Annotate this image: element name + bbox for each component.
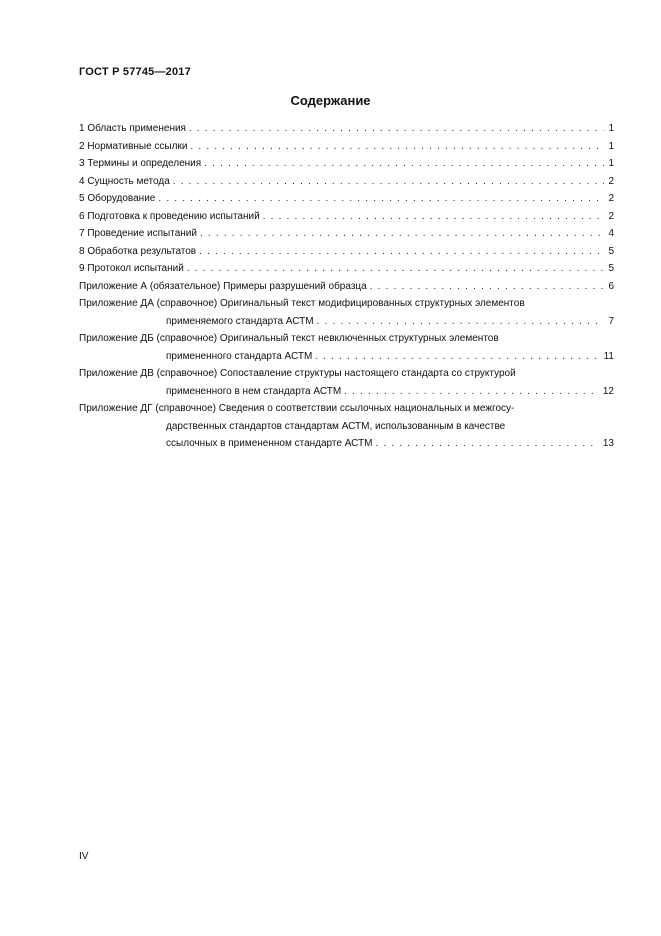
toc-entry-page: 2: [608, 175, 614, 187]
toc-appendix-entry[interactable]: [79, 365, 614, 400]
leader-dots: [204, 155, 604, 173]
toc-entry-page: 6: [608, 280, 614, 292]
appendix-title: Приложение ДА (справочное) Оригинальный текст модифицированных структурных элементов: [79, 298, 525, 309]
leader-dots: [315, 348, 599, 366]
leader-dots: [200, 225, 604, 243]
appendix-continuation: ссылочных в примененном стандарте АСТМ: [166, 438, 373, 449]
appendix-last-line: [79, 348, 614, 366]
toc-appendix-entry[interactable]: [79, 330, 614, 365]
leader-dots: [263, 208, 605, 226]
toc-entry-page: 2: [608, 210, 614, 222]
toc-entry[interactable]: [79, 278, 614, 296]
toc-entry-page: 2: [608, 193, 614, 204]
toc-entry-page: 7: [608, 315, 614, 327]
appendix-title: Приложение ДБ (справочное) Оригинальный текст невключенных структурных элементов: [79, 333, 499, 344]
leader-dots: [173, 173, 605, 191]
toc-entry[interactable]: [79, 120, 614, 138]
toc-entry-page: 5: [608, 245, 614, 257]
toc-entry-label: 2 Нормативные ссылки: [79, 140, 188, 152]
toc-entry-label: 6 Подготовка к проведению испытаний: [79, 210, 260, 222]
leader-dots: [344, 383, 599, 401]
toc-entry-page: 4: [608, 228, 614, 239]
toc-entry-label: 1 Область применения: [79, 123, 186, 134]
toc-entry-page: 5: [608, 263, 614, 274]
toc-entry-label: Приложение А (обязательное) Примеры разрушений образца: [79, 280, 367, 292]
toc-entry-label: 3 Термины и определения: [79, 158, 202, 169]
leader-dots: [187, 260, 605, 278]
toc-entry[interactable]: [79, 155, 614, 173]
leader-dots: [189, 120, 604, 138]
toc-entry-page: 1: [608, 140, 614, 152]
document-header: ГОСТ Р 57745—2017: [79, 66, 191, 78]
toc-entry-label: 4 Сущность метода: [79, 175, 170, 187]
toc-entry-page: 11: [603, 350, 614, 362]
appendix-title: Приложение ДГ (справочное) Сведения о соответствии ссылочных национальных и межгосу-: [79, 403, 515, 414]
toc-entry-label: 9 Протокол испытаний: [79, 263, 184, 274]
appendix-continuation: применяемого стандарта АСТМ: [166, 315, 314, 327]
appendix-continuation: примененного стандарта АСТМ: [166, 350, 313, 362]
appendix-last-line: [79, 313, 614, 331]
toc-entry[interactable]: [79, 243, 614, 261]
appendix-continuation: примененного в нем стандарта АСТМ: [166, 385, 342, 397]
leader-dots: [199, 243, 604, 261]
toc-entry-page: 13: [602, 438, 614, 449]
toc-appendix-entry[interactable]: [79, 400, 614, 453]
toc-entry-page: 1: [608, 123, 614, 134]
leader-dots: [190, 138, 604, 156]
toc-entry-label: 7 Проведение испытаний: [79, 228, 197, 239]
toc-entry-label: 5 Оборудование: [79, 193, 156, 204]
toc-entry[interactable]: [79, 208, 614, 226]
toc-entry[interactable]: [79, 173, 614, 191]
appendix-last-line: [79, 383, 614, 401]
toc-entry[interactable]: [79, 138, 614, 156]
appendix-last-line: [79, 435, 614, 453]
toc-entry-label: 8 Обработка результатов: [79, 245, 197, 257]
toc-entry[interactable]: [79, 190, 614, 208]
leader-dots: [317, 313, 605, 331]
page-number: IV: [79, 851, 89, 862]
toc-entry-page: 12: [602, 385, 614, 397]
page-title: Содержание: [290, 93, 371, 108]
leader-dots: [158, 190, 604, 208]
table-of-contents: [79, 120, 614, 453]
toc-entry-page: 1: [608, 158, 614, 169]
leader-dots: [370, 278, 605, 296]
leader-dots: [375, 435, 598, 453]
appendix-title: Приложение ДВ (справочное) Сопоставление структуры настоящего стандарта со структурой: [79, 368, 516, 379]
toc-entry[interactable]: [79, 225, 614, 243]
toc-entry[interactable]: [79, 260, 614, 278]
toc-appendix-entry[interactable]: [79, 295, 614, 330]
appendix-continuation: дарственных стандартов стандартам АСТМ, использованным в качестве: [166, 420, 506, 432]
